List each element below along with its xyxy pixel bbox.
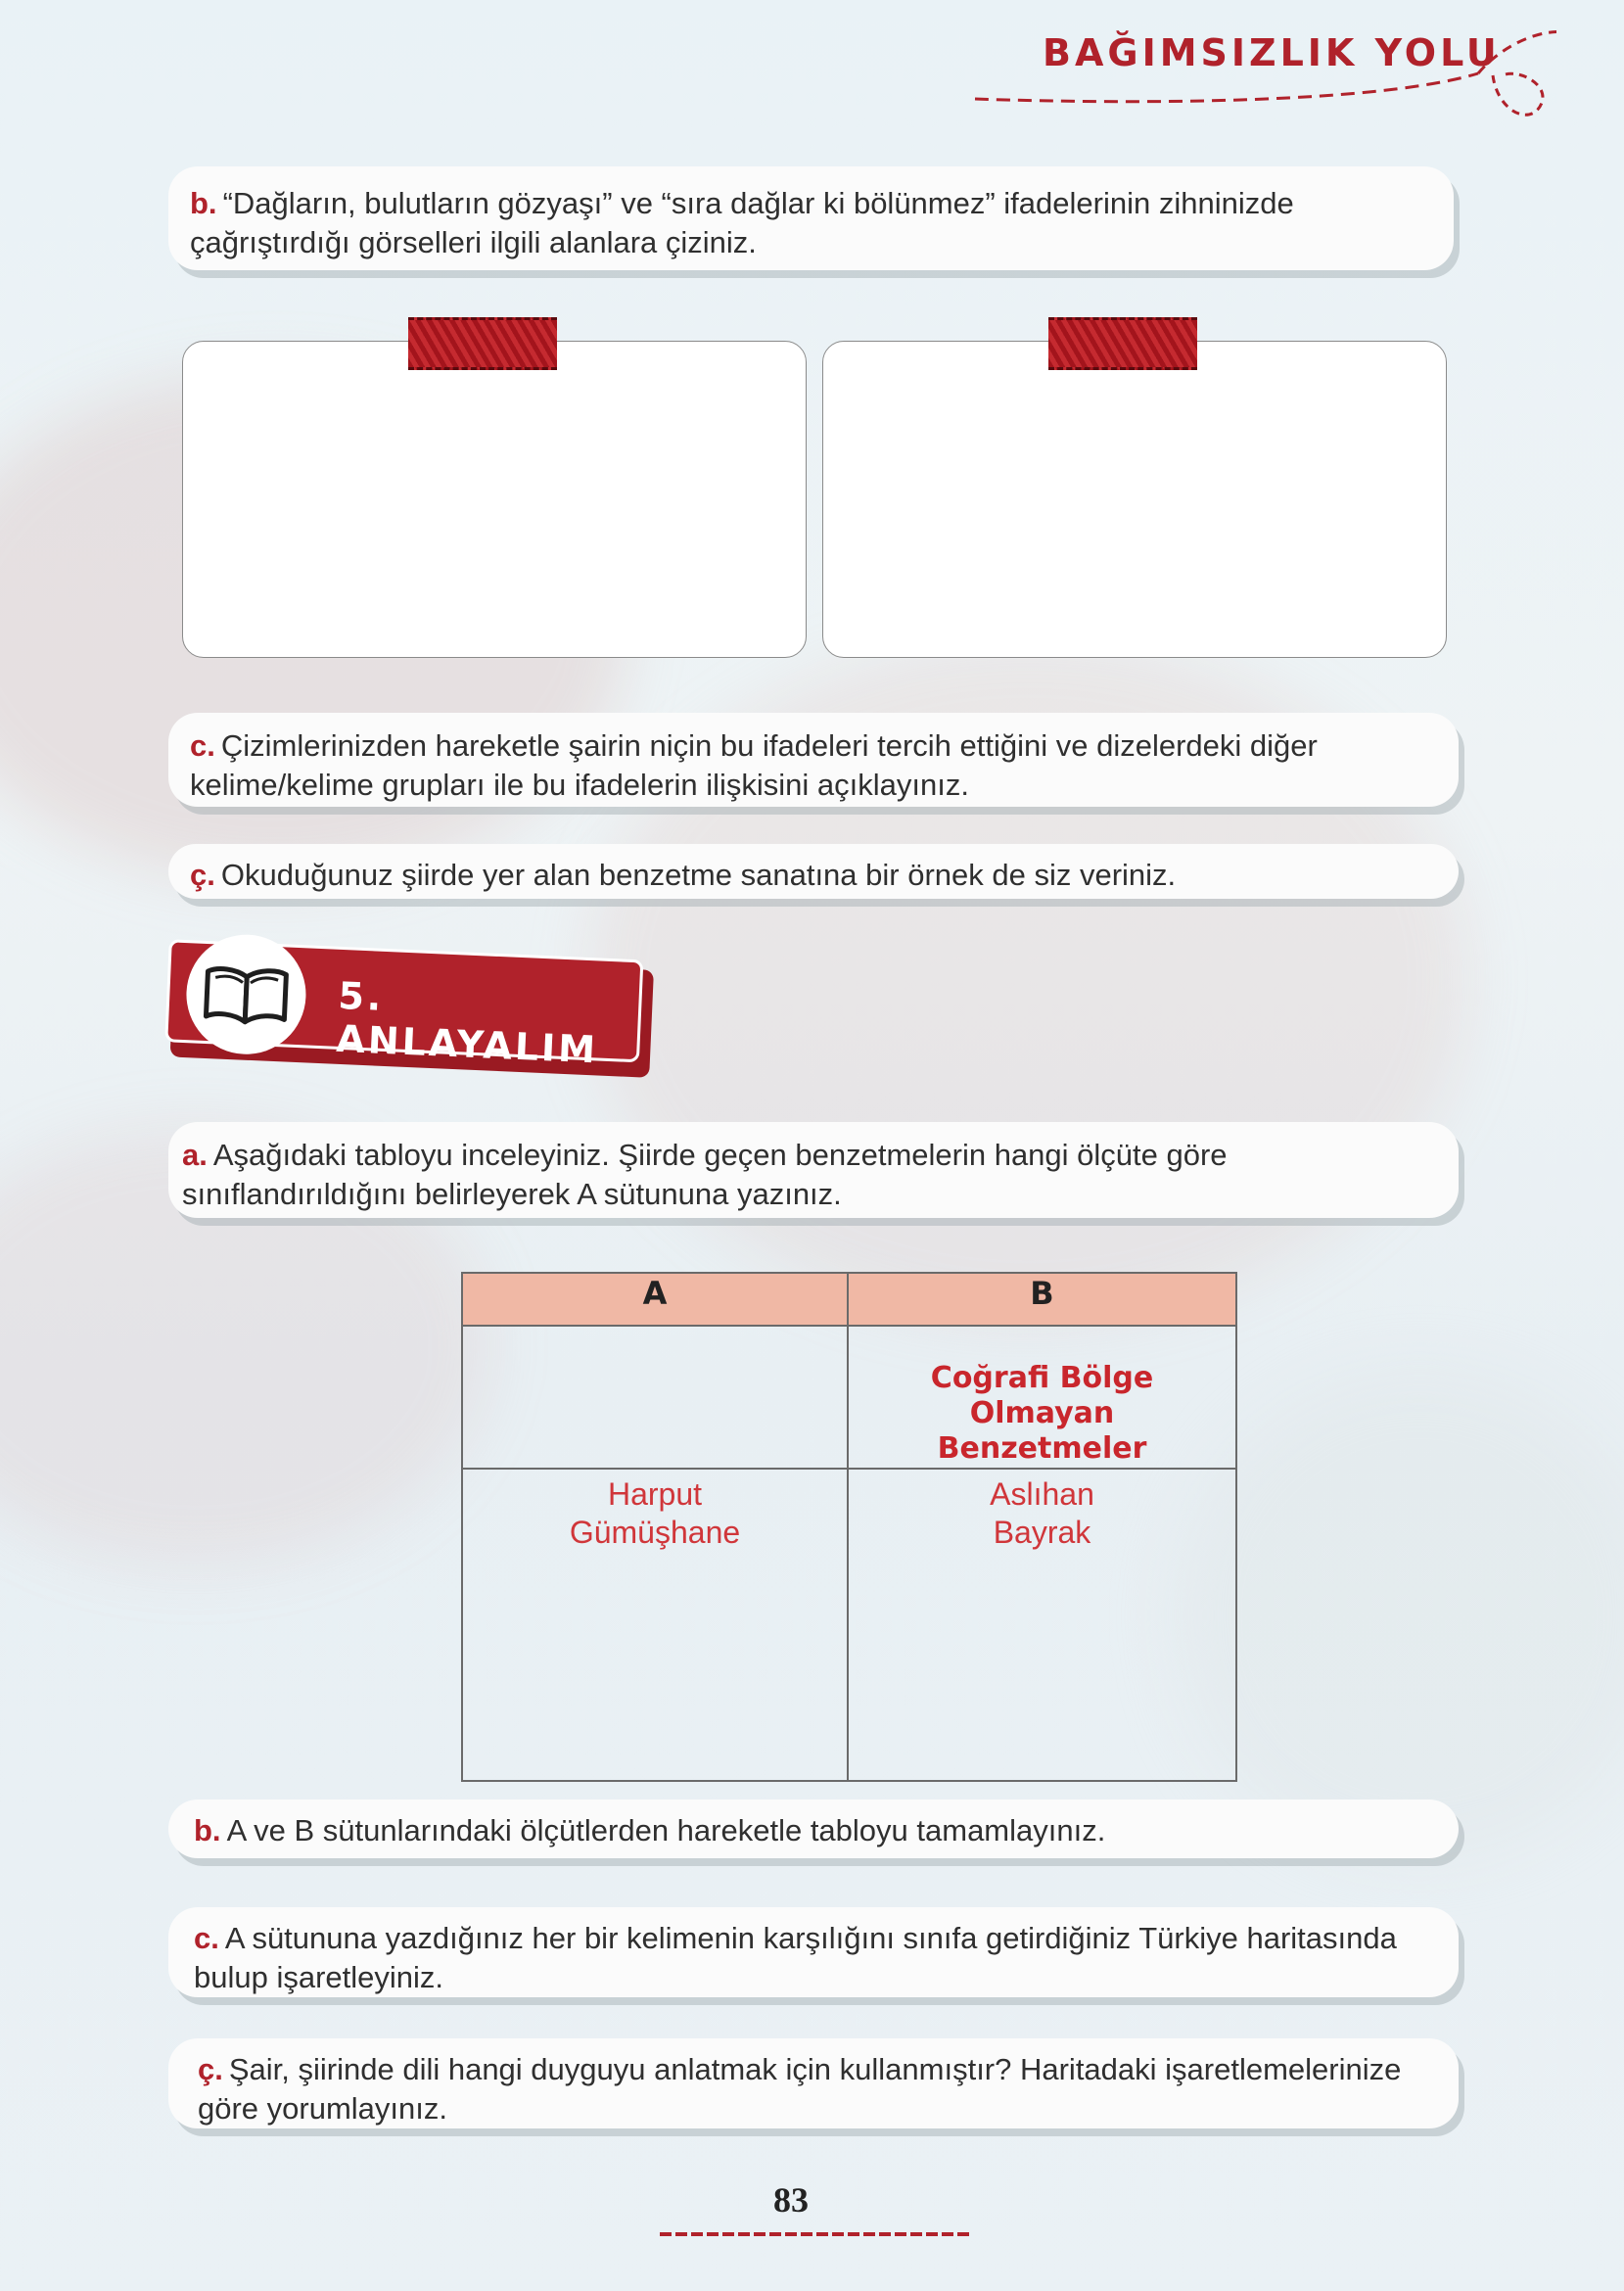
- page-header-title: BAĞIMSIZLIK YOLU: [1043, 31, 1501, 74]
- criterion-cell-a[interactable]: [462, 1326, 848, 1469]
- question-cc-interpret: [168, 2038, 1459, 2128]
- criterion-cell-b: [848, 1326, 1236, 1469]
- tape-decoration: [408, 317, 557, 370]
- question-cc-example: [168, 844, 1459, 899]
- question-label: c.: [194, 1921, 219, 1955]
- question-label: b.: [190, 186, 217, 220]
- list-item: Gümüşhane: [569, 1515, 741, 1550]
- question-text: Şair, şiirinde dili hangi duyguyu anlatmak için kullanmıştır? Haritadaki işaretlemelerinize göre yorumlayınız.: [198, 2052, 1402, 2126]
- list-item: Bayrak: [993, 1515, 1091, 1550]
- drawing-area-right[interactable]: [822, 341, 1447, 658]
- question-text: Aşağıdaki tabloyu inceleyiniz. Şiirde geçen benzetmelerin hangi ölçüte göre sınıflandırıldığını belirleyerek A sütununa yazınız.: [182, 1138, 1228, 1211]
- question-c-explain: [168, 713, 1459, 807]
- question-label: b.: [194, 1813, 221, 1847]
- question-text: Okuduğunuz şiirde yer alan benzetme sanatına bir örnek de siz veriniz.: [220, 858, 1177, 892]
- section-badge: [164, 939, 654, 1077]
- page-number: 83: [773, 2180, 809, 2220]
- list-item: Aslıhan: [990, 1476, 1094, 1512]
- classification-table: [461, 1272, 1237, 1782]
- question-label: ç.: [190, 858, 215, 892]
- page-number-underline: [658, 2228, 971, 2242]
- items-cell-a[interactable]: [462, 1469, 848, 1781]
- question-text: A sütununa yazdığınız her bir kelimenin karşılığını sınıfa getirdiğiniz Türkiye haritasında bulup işaretleyiniz.: [194, 1921, 1397, 1994]
- question-label: ç.: [198, 2052, 223, 2086]
- question-text: “Dağların, bulutların gözyaşı” ve “sıra dağlar ki bölünmez” ifadelerinin zihninizde çağrıştırdığı görselleri ilgili alanlara çiziniz.: [190, 186, 1294, 259]
- items-cell-b[interactable]: [848, 1469, 1236, 1781]
- section-title: 5. ANLAYALIM: [335, 973, 599, 1072]
- header-dashed-ornament: [969, 15, 1556, 132]
- question-c-map: [168, 1907, 1459, 1997]
- question-text: A ve B sütunlarındaki ölçütlerden hareketle tabloyu tamamlayınız.: [226, 1813, 1106, 1847]
- list-item: Harput: [607, 1476, 703, 1512]
- drawing-area-left[interactable]: [182, 341, 807, 658]
- criterion-b: Coğrafi Bölge Olmayan Benzetmeler: [930, 1361, 1154, 1466]
- question-label: c.: [190, 728, 215, 763]
- tape-decoration: [1048, 317, 1197, 370]
- question-label: a.: [182, 1138, 208, 1172]
- column-header-b: B: [848, 1273, 1236, 1326]
- question-a-table: [168, 1122, 1459, 1218]
- question-b-complete: [168, 1800, 1459, 1858]
- column-header-a: A: [462, 1273, 848, 1326]
- question-text: Çizimlerinizden hareketle şairin niçin bu ifadeleri tercih ettiğini ve dizelerdeki diğer kelime/kelime grupları ile bu ifadelerin ilişkisini açıklayınız.: [190, 728, 1318, 802]
- question-b-drawing: [168, 166, 1454, 270]
